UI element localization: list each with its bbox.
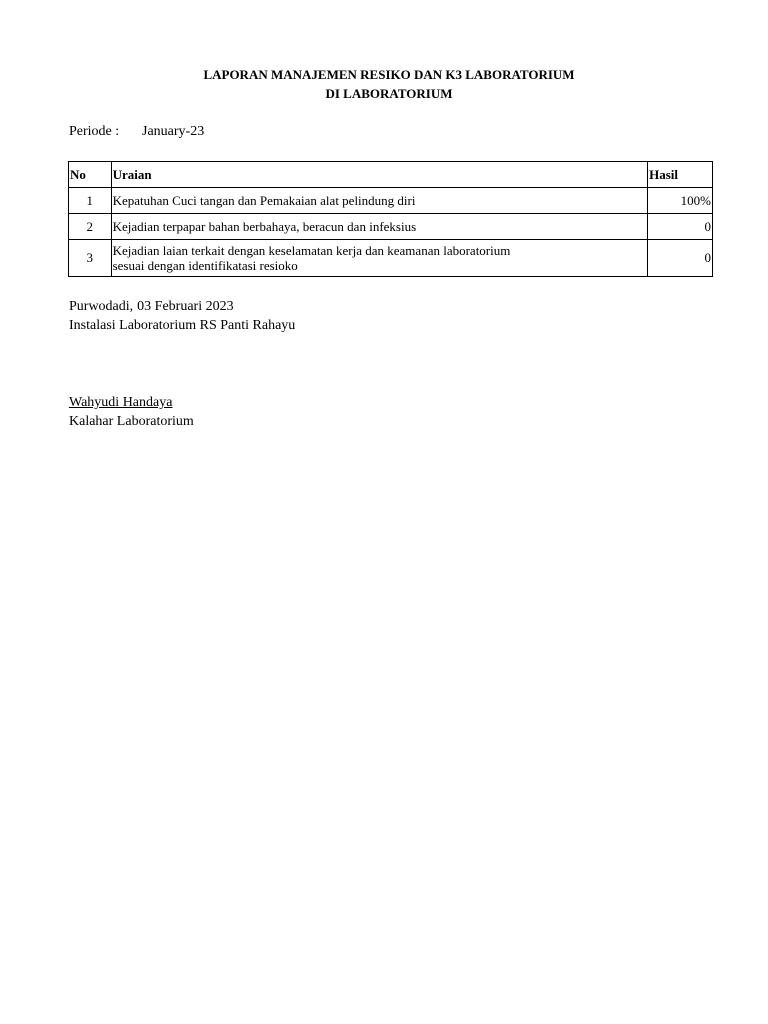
table-header-row: [69, 162, 713, 188]
cell-no: 1: [69, 188, 112, 214]
table-row: [69, 240, 713, 277]
report-subtitle: DI LABORATORIUM: [325, 86, 453, 101]
column-header-uraian: Uraian: [111, 162, 647, 188]
cell-no: 3: [69, 240, 112, 277]
column-header-no: No: [69, 162, 112, 188]
cell-hasil: 0: [648, 240, 713, 277]
cell-uraian-line: sesuai dengan identifikatasi resioko: [112, 258, 298, 273]
place-date: [69, 298, 234, 316]
cell-hasil: 100%: [648, 188, 713, 214]
institution-name: Instalasi Laboratorium RS Panti Rahayu: [69, 318, 296, 333]
cell-uraian: [111, 240, 647, 277]
report-title: LAPORAN MANAJEMEN RESIKO DAN K3 LABORATORIUM: [203, 67, 575, 82]
periode-label: Periode :: [69, 124, 120, 139]
signer-role: Kalahar Laboratorium: [69, 414, 194, 429]
signer-name: Wahyudi Handaya: [69, 395, 173, 410]
table-row: [69, 188, 713, 214]
periode-value: January-23: [142, 124, 205, 139]
cell-uraian: Kepatuhan Cuci tangan dan Pemakaian alat pelindung diri: [111, 188, 647, 214]
report-table: [68, 161, 713, 277]
column-header-hasil: Hasil: [648, 162, 713, 188]
cell-uraian: Kejadian terpapar bahan berbahaya, beracun dan infeksius: [111, 214, 647, 240]
table-row: [69, 214, 713, 240]
cell-uraian-line: Kejadian laian terkait dengan keselamatan kerja dan keamanan laboratorium: [112, 243, 511, 258]
cell-hasil: 0: [648, 214, 713, 240]
date: 03 Februari 2023: [137, 299, 234, 314]
cell-no: 2: [69, 214, 112, 240]
place: Purwodadi,: [69, 299, 134, 314]
